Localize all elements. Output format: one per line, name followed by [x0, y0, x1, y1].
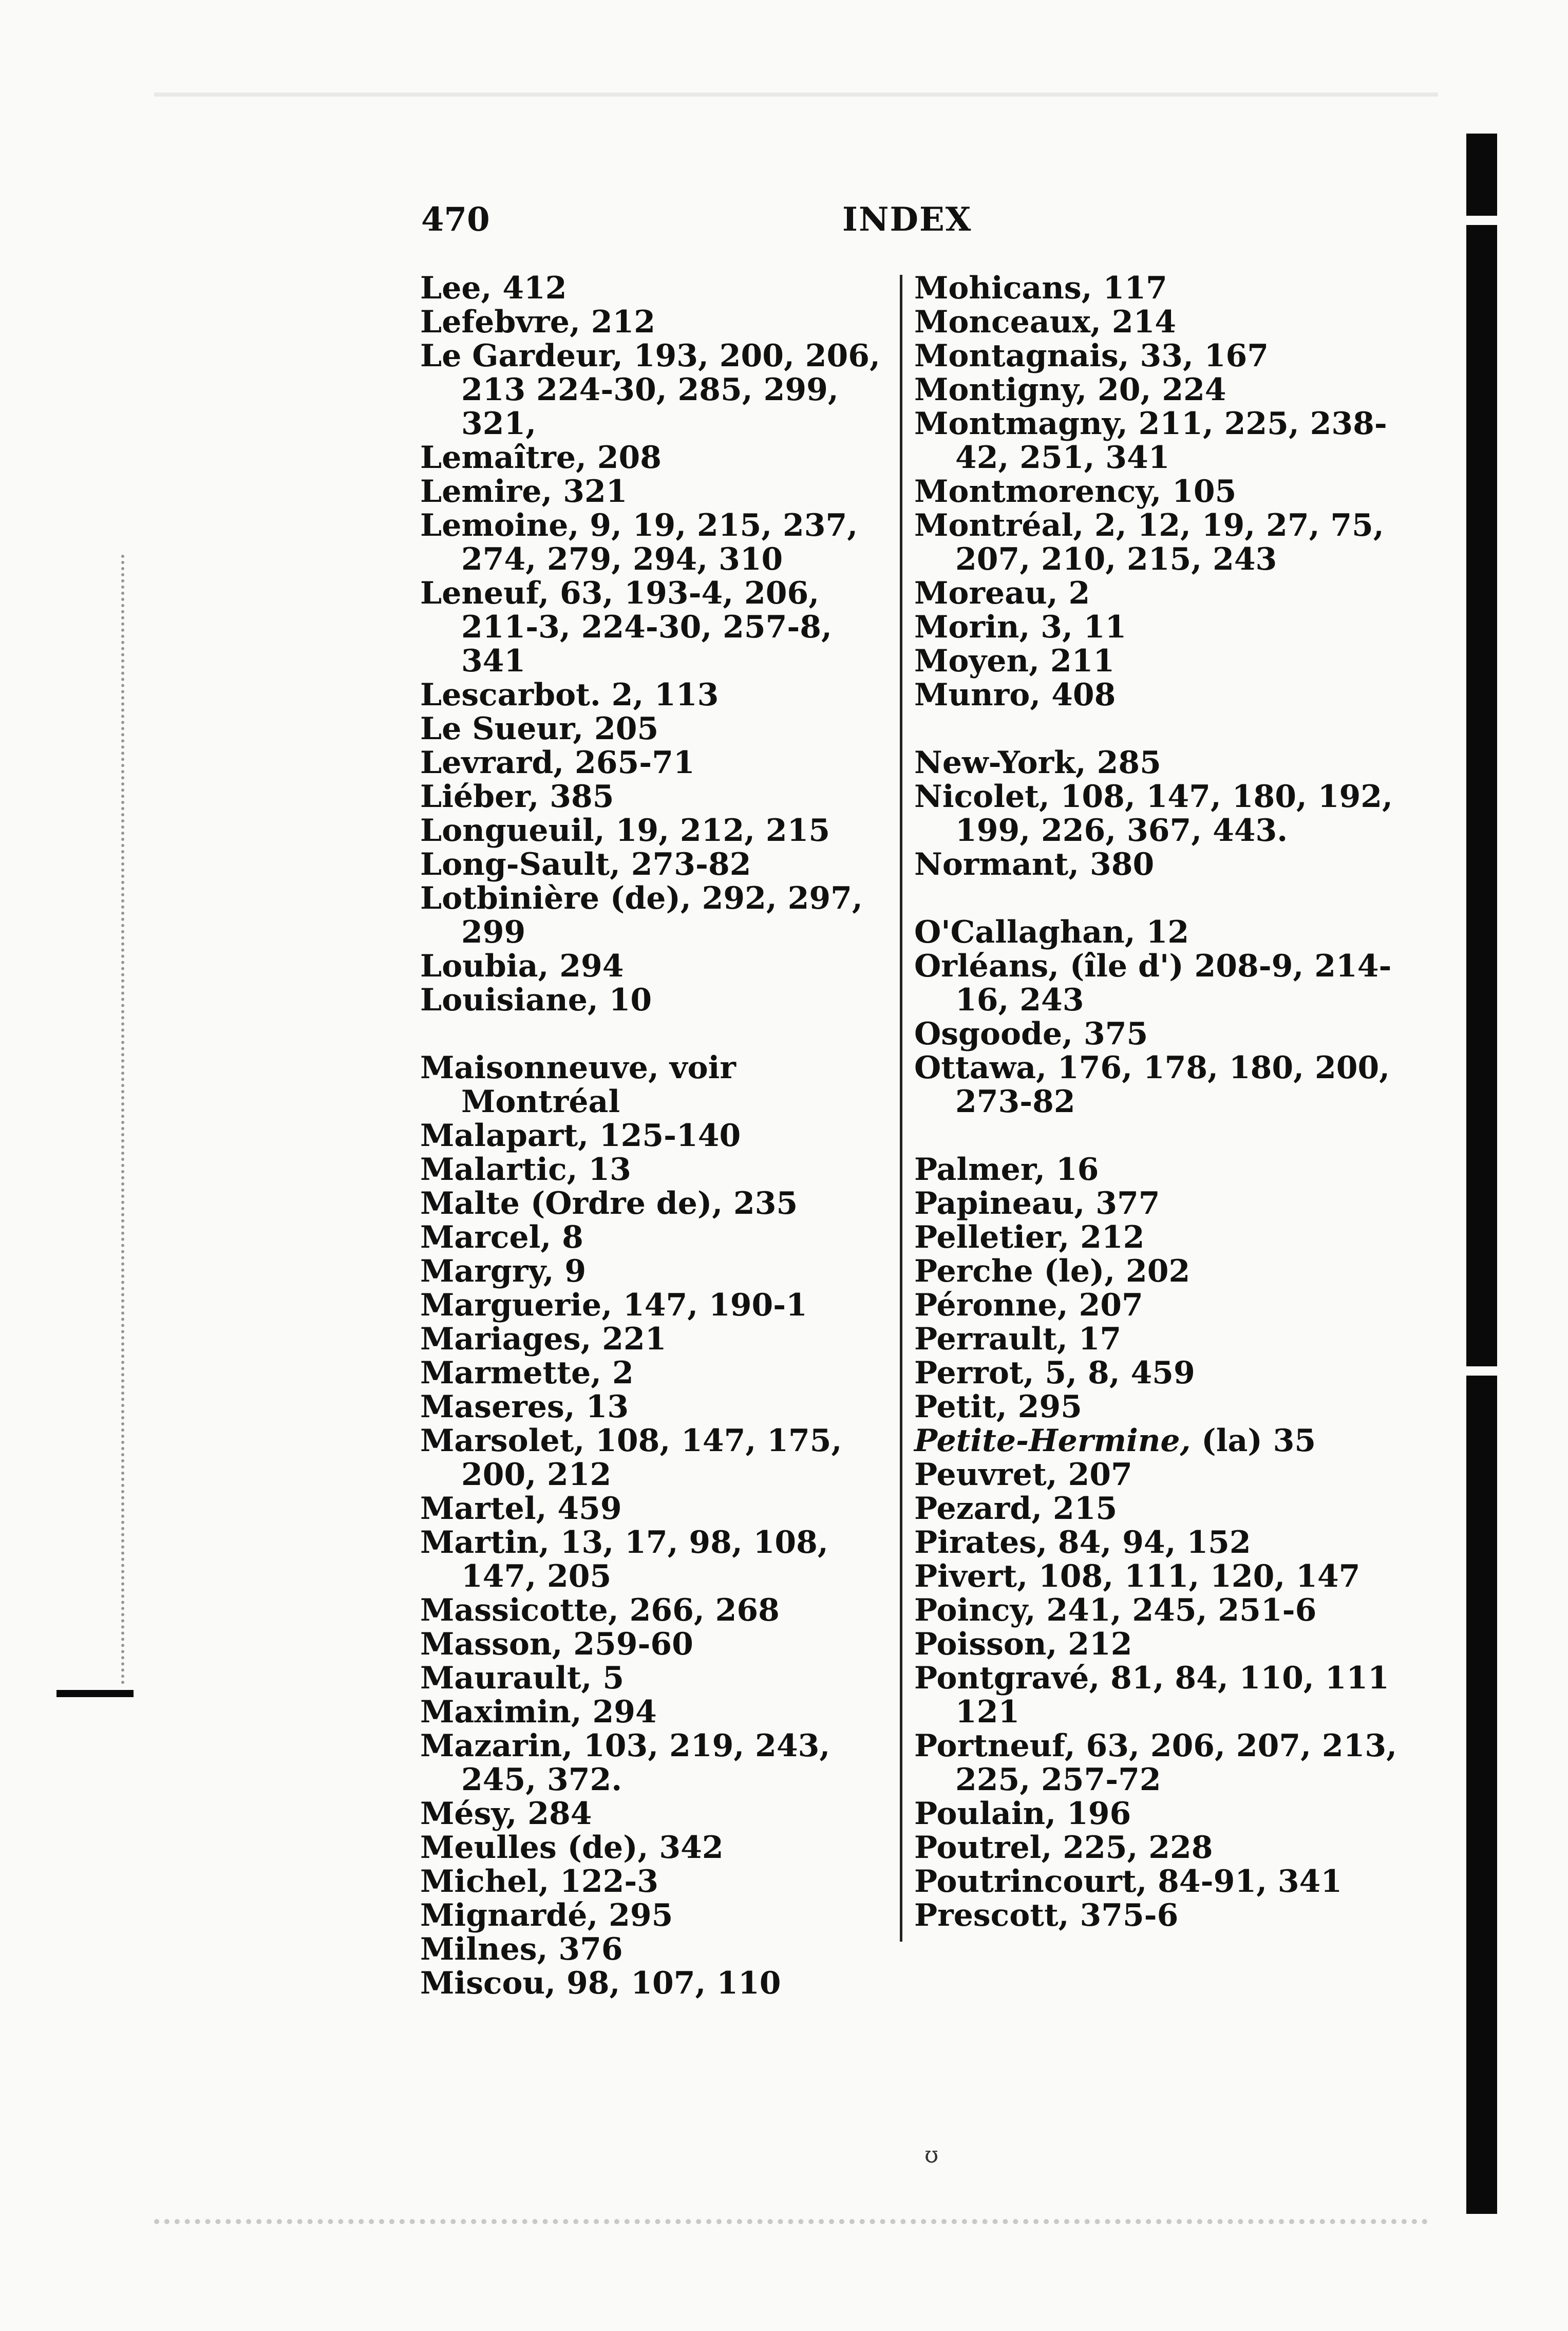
index-entry: Pezard, 215	[914, 1491, 1118, 1527]
index-entry: Le Gardeur, 193, 200, 206, 213 224-30, 285, 299, 321,	[420, 338, 880, 442]
letter-group-gap	[914, 881, 1397, 915]
index-entry: Prescott, 375-6	[914, 1897, 1179, 1933]
index-entry: Orléans, (île d') 208-9, 214-16, 243	[914, 948, 1392, 1018]
index-entry: Miscou, 98, 107, 110	[420, 1965, 781, 2001]
letter-group-gap	[420, 1017, 898, 1051]
index-entry: Meulles (de), 342	[420, 1830, 724, 1866]
index-entry: Lemaître, 208	[420, 440, 662, 476]
index-entry: Poulain, 196	[914, 1796, 1131, 1832]
index-entry: Margry, 9	[420, 1253, 587, 1289]
column-divider	[900, 275, 902, 1942]
index-entry: Louisiane, 10	[420, 982, 652, 1018]
index-entry: Leneuf, 63, 193-4, 206, 211-3, 224-30, 257-8, 341	[420, 575, 832, 679]
index-entry: Péronne, 207	[914, 1287, 1143, 1323]
index-entry: Maseres, 13	[420, 1389, 629, 1425]
index-entry: Nicolet, 108, 147, 180, 192, 199, 226, 367, 443.	[914, 779, 1393, 849]
index-entry: Malartic, 13	[420, 1152, 631, 1188]
index-entry: Lescarbot. 2, 113	[420, 677, 719, 713]
edge-notch	[1466, 1366, 1497, 1376]
index-entry: Montréal, 2, 12, 19, 27, 75, 207, 210, 215, 243	[914, 507, 1384, 577]
binding-marks	[121, 555, 140, 1685]
index-entry: Moyen, 211	[914, 643, 1115, 679]
page-edge-shadow	[154, 92, 1438, 97]
index-entry: Monceaux, 214	[914, 304, 1177, 340]
index-entry: New-York, 285	[914, 745, 1161, 781]
index-entry: Martel, 459	[420, 1491, 622, 1527]
index-entry: Loubia, 294	[420, 948, 624, 984]
index-entry: Peuvret, 207	[914, 1457, 1132, 1493]
page-number: 470	[421, 200, 490, 239]
footer-mark: ʊ	[924, 2142, 939, 2168]
index-entry: Montagnais, 33, 167	[914, 338, 1269, 374]
index-entry: Lemoine, 9, 19, 215, 237, 274, 279, 294, 310	[420, 507, 858, 577]
index-entry: Maisonneuve, voir Montréal	[420, 1050, 736, 1120]
index-entry: Mazarin, 103, 219, 243, 245, 372.	[420, 1728, 830, 1798]
index-entry: Pivert, 108, 111, 120, 147	[914, 1558, 1361, 1594]
index-entry: Portneuf, 63, 206, 207, 213, 225, 257-72	[914, 1728, 1397, 1798]
index-entry: Perrault, 17	[914, 1321, 1122, 1357]
index-entry: Poutrincourt, 84-91, 341	[914, 1864, 1343, 1900]
index-entry: Morin, 3, 11	[914, 609, 1127, 645]
index-entry: Malapart, 125-140	[420, 1118, 741, 1154]
index-entry: Marcel, 8	[420, 1219, 583, 1255]
index-entry: Lotbinière (de), 292, 297, 299	[420, 880, 863, 950]
index-entry: Papineau, 377	[914, 1186, 1160, 1221]
index-entry: Perche (le), 202	[914, 1253, 1191, 1289]
index-entry: Marmette, 2	[420, 1355, 634, 1391]
italic-title: Petite-Hermine,	[914, 1423, 1191, 1459]
index-entry: Munro, 408	[914, 677, 1116, 713]
index-entry: Mohicans, 117	[914, 270, 1167, 306]
index-entry: Poisson, 212	[914, 1626, 1132, 1662]
letter-group-gap	[914, 712, 1397, 746]
running-head: INDEX	[842, 200, 972, 239]
index-entry: Massicotte, 266, 268	[420, 1592, 780, 1628]
binding-rule	[56, 1690, 134, 1697]
index-entry: Maximin, 294	[420, 1694, 657, 1730]
index-entry: Pontgravé, 81, 84, 110, 111 121	[914, 1660, 1389, 1730]
index-entry: Montigny, 20, 224	[914, 372, 1226, 408]
page-edge-bar	[1466, 134, 1497, 2214]
index-entry: Masson, 259-60	[420, 1626, 693, 1662]
index-column-right	[914, 271, 1397, 1932]
index-entry: Montmorency, 105	[914, 474, 1237, 510]
index-entry: O'Callaghan, 12	[914, 914, 1189, 950]
index-entry: Michel, 122-3	[420, 1864, 659, 1900]
index-entry: Maurault, 5	[420, 1660, 625, 1696]
index-entry: Ottawa, 176, 178, 180, 200, 273-82	[914, 1050, 1390, 1120]
index-entry: Osgoode, 375	[914, 1016, 1148, 1052]
index-entry: Marsolet, 108, 147, 175, 200, 212	[420, 1423, 842, 1493]
index-entry: Mignardé, 295	[420, 1897, 673, 1933]
index-entry: Martin, 13, 17, 98, 108, 147, 205	[420, 1525, 828, 1594]
index-entry: Liéber, 385	[420, 779, 614, 815]
page-header	[421, 200, 986, 252]
index-entry: Montmagny, 211, 225, 238-42, 251, 341	[914, 406, 1387, 476]
index-entry: Le Sueur, 205	[420, 711, 659, 747]
entry-pages: (la) 35	[1191, 1423, 1316, 1459]
index-entry: Milnes, 376	[420, 1931, 623, 1967]
index-entry: Lemire, 321	[420, 474, 628, 510]
index-entry: Pirates, 84, 94, 152	[914, 1525, 1251, 1561]
index-entry: Lefebvre, 212	[420, 304, 655, 340]
index-entry: Moreau, 2	[914, 575, 1090, 611]
edge-notch	[1466, 216, 1497, 225]
index-entry: Longueuil, 19, 212, 215	[420, 813, 830, 849]
index-entry	[914, 1424, 1397, 1458]
index-entry: Poincy, 241, 245, 251-6	[914, 1592, 1317, 1628]
index-entry: Palmer, 16	[914, 1152, 1099, 1188]
index-entry: Normant, 380	[914, 847, 1155, 882]
index-entry: Malte (Ordre de), 235	[420, 1186, 798, 1221]
index-column-left	[420, 271, 898, 2000]
index-entry: Mésy, 284	[420, 1796, 592, 1832]
index-entry: Marguerie, 147, 190-1	[420, 1287, 807, 1323]
page-bottom-edge	[154, 2219, 1428, 2245]
index-entry: Poutrel, 225, 228	[914, 1830, 1213, 1866]
index-entry: Mariages, 221	[420, 1321, 667, 1357]
index-entry: Long-Sault, 273-82	[420, 847, 751, 882]
letter-group-gap	[914, 1119, 1397, 1153]
index-entry: Petit, 295	[914, 1389, 1082, 1425]
index-entry: Pelletier, 212	[914, 1219, 1145, 1255]
index-entry: Perrot, 5, 8, 459	[914, 1355, 1195, 1391]
index-entry: Levrard, 265-71	[420, 745, 695, 781]
index-entry: Lee, 412	[420, 270, 567, 306]
